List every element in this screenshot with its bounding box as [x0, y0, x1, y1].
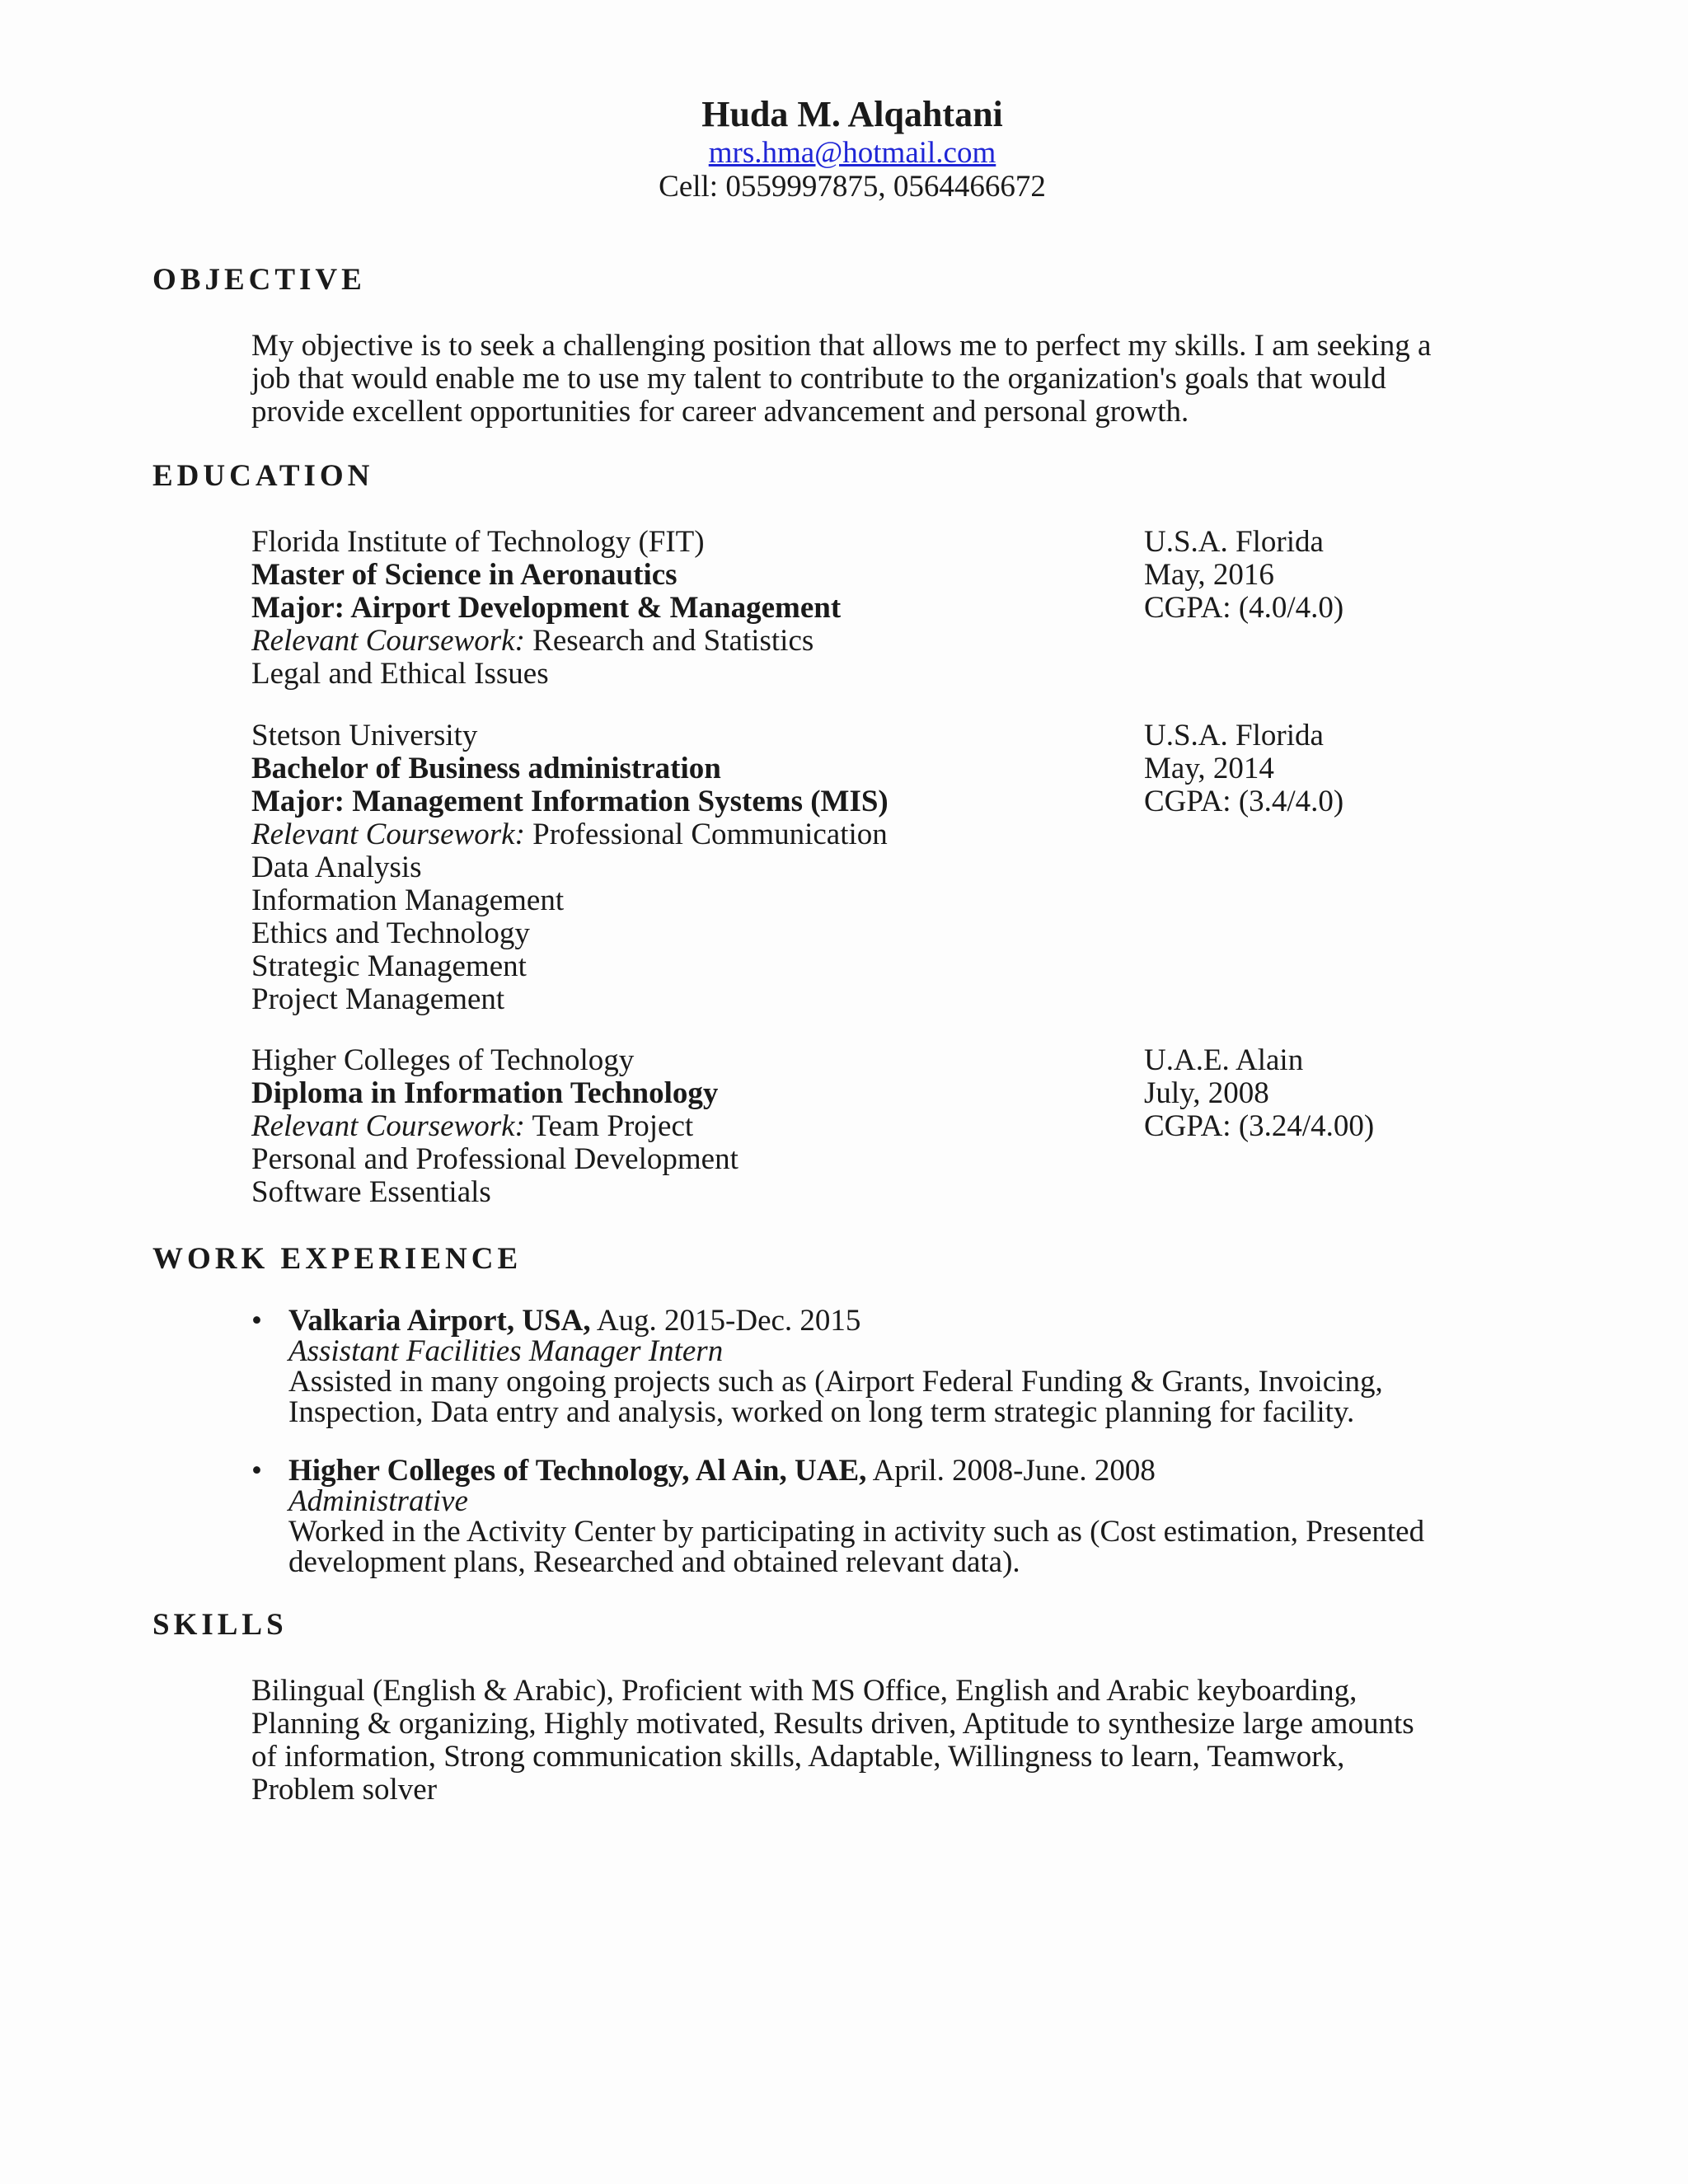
- skills-line: Bilingual (English & Arabic), Proficient with MS Office, English and Arabic keyboarding,: [251, 1674, 1357, 1708]
- major-name: Major: Management Information Systems (MIS): [251, 785, 889, 818]
- coursework-line: [251, 625, 1142, 658]
- job-details: [288, 1455, 1537, 1577]
- degree-name: Bachelor of Business administration: [251, 752, 721, 785]
- coursework-label: Relevant Coursework:: [251, 1109, 525, 1143]
- job-heading: [288, 1455, 1537, 1486]
- objective-text: [251, 330, 1554, 429]
- job-title: Administrative: [288, 1484, 468, 1518]
- skills-line: Planning & organizing, Highly motivated, Results driven, Aptitude to synthesize large amounts: [251, 1707, 1414, 1741]
- school-name: Higher Colleges of Technology: [251, 1043, 635, 1077]
- coursework-item: Software Essentials: [251, 1175, 491, 1209]
- coursework-item: Research and Statistics: [524, 624, 814, 658]
- email-link[interactable]: mrs.hma@hotmail.com: [708, 136, 996, 170]
- coursework-item: Project Management: [251, 982, 505, 1016]
- job-entry: [251, 1455, 1537, 1577]
- job-description-line: Inspection, Data entry and analysis, worked on long term strategic planning for facility.: [288, 1395, 1355, 1429]
- graduation-date: May, 2014: [1144, 752, 1274, 785]
- phone-numbers: Cell: 0559997875, 0564466672: [659, 170, 1046, 204]
- coursework-item: Team Project: [524, 1109, 694, 1143]
- job-details: [288, 1305, 1537, 1427]
- coursework-item: Strategic Management: [251, 949, 527, 983]
- school-location: U.S.A. Florida: [1144, 525, 1324, 559]
- degree-name: Diploma in Information Technology: [251, 1076, 719, 1110]
- coursework-label: Relevant Coursework:: [251, 818, 525, 851]
- work-experience-heading: WORK EXPERIENCE: [152, 1242, 523, 1276]
- coursework-line: [251, 1110, 1142, 1143]
- education-details: [251, 526, 1142, 691]
- job-heading: [288, 1305, 1537, 1336]
- skills-heading: SKILLS: [152, 1608, 288, 1642]
- coursework-item: Ethics and Technology: [251, 916, 530, 950]
- coursework-item: Information Management: [251, 883, 565, 917]
- job-description-line: Assisted in many ongoing projects such as (Airport Federal Funding & Grants, Invoicing,: [288, 1365, 1383, 1399]
- education-heading: EDUCATION: [152, 459, 374, 493]
- degree-name: Master of Science in Aeronautics: [251, 558, 678, 592]
- major-name: Major: Airport Development & Management: [251, 591, 842, 625]
- objective-heading: OBJECTIVE: [152, 263, 366, 297]
- cgpa: CGPA: (4.0/4.0): [1144, 591, 1344, 625]
- education-meta: [1144, 1044, 1441, 1143]
- bullet-icon: •: [251, 1304, 262, 1338]
- job-description-line: development plans, Researched and obtained relevant data).: [288, 1545, 1020, 1579]
- graduation-date: May, 2016: [1144, 558, 1274, 592]
- job-title: Assistant Facilities Manager Intern: [288, 1334, 724, 1368]
- coursework-item: Personal and Professional Development: [251, 1142, 738, 1176]
- job-entry: [251, 1305, 1537, 1427]
- coursework-item: Data Analysis: [251, 851, 422, 884]
- school-location: U.A.E. Alain: [1144, 1043, 1304, 1077]
- employer-name: Valkaria Airport, USA,: [288, 1304, 591, 1338]
- school-location: U.S.A. Florida: [1144, 719, 1324, 752]
- skills-line: Problem solver: [251, 1773, 438, 1807]
- bullet-icon: •: [251, 1454, 262, 1488]
- employer-name: Higher Colleges of Technology, Al Ain, UAE,: [288, 1454, 867, 1488]
- cgpa: CGPA: (3.4/4.0): [1144, 785, 1344, 818]
- education-meta: [1144, 719, 1441, 818]
- coursework-label: Relevant Coursework:: [251, 624, 525, 658]
- objective-line: provide excellent opportunities for career advancement and personal growth.: [251, 395, 1189, 429]
- coursework-item: Legal and Ethical Issues: [251, 657, 549, 691]
- objective-line: My objective is to seek a challenging position that allows me to perfect my skills. I am seeking a: [251, 329, 1432, 363]
- cgpa: CGPA: (3.24/4.00): [1144, 1109, 1375, 1143]
- coursework-line: [251, 818, 1142, 851]
- education-details: [251, 719, 1142, 1016]
- objective-line: job that would enable me to use my talent to contribute to the organization's goals that would: [251, 362, 1386, 396]
- candidate-name: Huda M. Alqahtani: [701, 94, 1003, 134]
- school-name: Florida Institute of Technology (FIT): [251, 525, 705, 559]
- job-description-line: Worked in the Activity Center by participating in activity such as (Cost estimation, Presented: [288, 1515, 1425, 1549]
- education-details: [251, 1044, 1142, 1209]
- school-name: Stetson University: [251, 719, 478, 752]
- skills-line: of information, Strong communication skills, Adaptable, Willingness to learn, Teamwork,: [251, 1740, 1345, 1774]
- coursework-item: Professional Communication: [524, 818, 888, 851]
- job-dates: April. 2008-June. 2008: [866, 1454, 1156, 1488]
- graduation-date: July, 2008: [1144, 1076, 1269, 1110]
- skills-text: [251, 1675, 1554, 1807]
- resume-header: [0, 92, 1688, 204]
- education-meta: [1144, 526, 1441, 625]
- job-dates: Aug. 2015-Dec. 2015: [590, 1304, 861, 1338]
